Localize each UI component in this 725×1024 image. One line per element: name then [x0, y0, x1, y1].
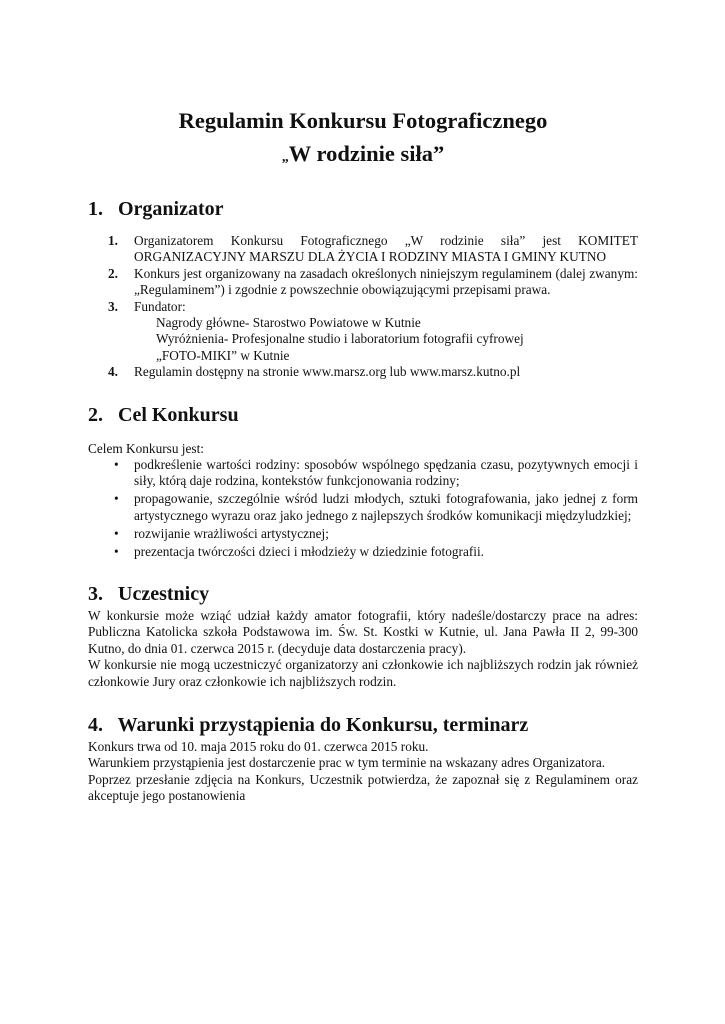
item-text: Regulamin dostępny na stronie www.marsz.org lub www.marsz.kutno.pl — [134, 364, 521, 380]
acceptance-paragraph: Poprzez przesłanie zdjęcia na Konkurs, Uczestnik potwierdza, że zapoznał się z Regulaminem oraz akceptuje jego postanowienia — [88, 771, 638, 804]
section-heading-cel-konkursu — [88, 401, 638, 429]
goals-list — [88, 457, 638, 560]
entry-condition-paragraph: Warunkiem przystąpienia jest dostarczenie prac w tym terminie na wskazany adres Organizatora. — [88, 755, 606, 771]
goals-intro: Celem Konkursu jest: — [88, 440, 204, 456]
bullet-icon: • — [114, 525, 119, 541]
list-item — [88, 233, 638, 266]
item-text: rozwijanie wrażliwości artystycznej; — [134, 525, 329, 541]
section-heading-uczestnicy — [88, 580, 638, 608]
sponsor-main-prizes: Nagrody główne- Starostwo Powiatowe w Kutnie — [156, 315, 421, 331]
item-number: 2. — [108, 265, 118, 281]
list-item — [88, 526, 638, 542]
item-number: 1. — [108, 233, 118, 248]
organizer-list — [88, 233, 638, 381]
bullet-icon: • — [114, 491, 119, 507]
sponsor-honors-name: „FOTO-MIKI” w Kutnie — [156, 347, 290, 363]
section-number: 3. — [88, 583, 103, 605]
section-number: 4. — [88, 714, 103, 737]
document-title — [88, 104, 638, 174]
section-heading-warunki — [88, 711, 638, 739]
item-text: propagowanie, szczególnie wśród ludzi młodych, sztuki fotografowania, jako jednej z form artystycznego wyrazu oraz jako jednego z najlepszych środków komunikacji międzyludzkiej; — [134, 491, 638, 523]
section-number: 2. — [88, 403, 103, 426]
item-number: 4. — [108, 364, 118, 380]
list-item — [88, 457, 638, 490]
bullet-icon: • — [114, 457, 119, 473]
section-number: 1. — [88, 198, 103, 220]
title-open-quote: „ — [281, 150, 289, 165]
list-item — [88, 491, 638, 524]
list-item — [88, 299, 638, 365]
list-item — [88, 266, 638, 299]
section-title: Organizator — [118, 198, 224, 220]
section-title: Uczestnicy — [118, 583, 210, 605]
sponsor-honors: Wyróżnienia- Profesjonalne studio i laboratorium fotografii cyfrowej — [156, 331, 524, 347]
section-title: Cel Konkursu — [118, 403, 239, 426]
bullet-icon: • — [114, 543, 119, 559]
item-text: podkreślenie wartości rodziny: sposobów wspólnego spędzania czasu, pozytywnych emocji i siły, którą daje rodzina, kontekstów funkcjonowania rodziny; — [134, 457, 638, 489]
list-item — [88, 364, 638, 380]
item-number: 3. — [108, 298, 118, 314]
item-text: prezentacja twórczości dzieci i młodzieży w dziedzinie fotografii. — [134, 543, 484, 559]
section-heading-organizator — [88, 195, 638, 223]
item-text: Fundator: — [134, 298, 186, 314]
exclusions-paragraph: W konkursie nie mogą uczestniczyć organizatorzy ani członkowie ich najbliższych rodzin jak również członkowie Jury oraz członkowie ich najbliższych rodzin. — [88, 657, 638, 689]
title-line-1: Regulamin Konkursu Fotograficznego — [178, 108, 548, 133]
duration-paragraph: Konkurs trwa od 10. maja 2015 roku do 01. czerwca 2015 roku. — [88, 739, 429, 755]
participants-paragraph: W konkursie może wziąć udział każdy amator fotografii, który nadeśle/dostarczy prace na adres: Publiczna Katolicka szkoła Podstawowa im. Św. St. Kostki w Kutnie, ul. Jana Pawła II 2, 99-300 Kutno, do dnia 01. czerwca 2015 r. (decyduje data dostarczenia pracy). — [88, 608, 638, 656]
document-page — [88, 104, 638, 805]
title-line-2: W rodzinie siła” — [288, 141, 445, 166]
section-title: Warunki przystąpienia do Konkursu, terminarz — [117, 714, 529, 737]
item-text: Organizatorem Konkursu Fotograficznego „W rodzinie siła” jest KOMITET ORGANIZACYJNY MARSZU DLA ŻYCIA I RODZINY MIASTA I GMINY KUTNO — [134, 233, 638, 265]
item-text: Konkurs jest organizowany na zasadach określonych niniejszym regulaminem (dalej zwanym: „Regulaminem”) i zgodnie z powszechnie obowiązującymi przepisami prawa. — [134, 265, 638, 298]
list-item — [88, 544, 638, 560]
